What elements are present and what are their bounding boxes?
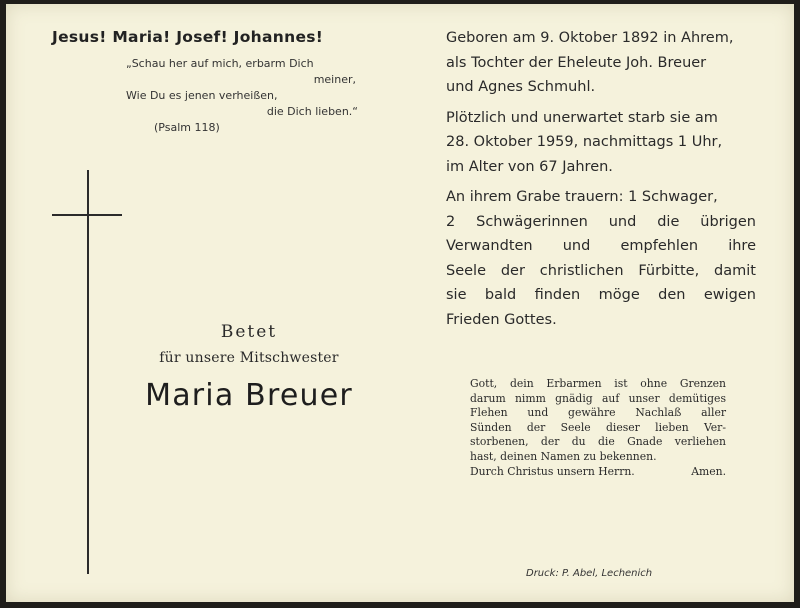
bio-paragraph — [446, 106, 756, 180]
deceased-name: Maria Breuer — [145, 378, 353, 413]
amen-text: Amen. — [691, 464, 726, 478]
psalm-line: meiner, — [313, 73, 356, 86]
bio-line: Plötzlich und unerwartet starb sie am — [446, 109, 718, 126]
prayer-line: storbenen, der du die Gnade verliehen — [470, 435, 726, 449]
prayer-line: Flehen und gewähre Nachlaß aller — [470, 406, 726, 420]
bio-line: An ihrem Grabe trauern: 1 Schwager, — [446, 189, 718, 205]
left-panel — [6, 4, 406, 602]
psalm-line: die Dich lieben.“ — [266, 105, 358, 118]
printer-credit: Druck: P. Abel, Lechenich — [526, 568, 653, 579]
dedication-label: für unsere Mitschwester — [159, 350, 339, 366]
bio-paragraph — [446, 26, 756, 100]
bio-line: Verwandten und empfehlen ihre — [446, 238, 756, 254]
bio-line: sie bald finden möge den ewigen — [446, 287, 756, 303]
right-panel — [406, 4, 794, 602]
prayer-line: darum nimm gnädig auf unser demütiges — [470, 391, 726, 405]
bio-line: 2 Schwägerinnen und die übrigen — [446, 213, 756, 230]
prayer-line: Sünden der Seele dieser lieben Ver- — [470, 420, 726, 434]
cross-icon-bar — [52, 214, 122, 216]
memorial-card — [6, 4, 794, 602]
closing-prayer — [470, 377, 726, 479]
psalm-line: Wie Du es jenen verheißen, — [126, 89, 278, 102]
bio-line: Geboren am 9. Oktober 1892 in Ahrem, — [446, 30, 734, 46]
bio-paragraph — [446, 185, 756, 332]
prayer-closing-text: Durch Christus unsern Herrn. — [470, 464, 635, 478]
invocation-heading: Jesus! Maria! Josef! Johannes! — [52, 28, 324, 46]
bio-line: Frieden Gottes. — [446, 311, 557, 328]
prayer-line: hast, deinen Namen zu bekennen. — [470, 449, 657, 463]
prayer-closing — [470, 465, 726, 480]
bio-line: im Alter von 67 Jahren. — [446, 158, 613, 175]
bio-line: und Agnes Schmuhl. — [446, 79, 596, 95]
psalm-quote — [126, 56, 358, 136]
betet-label: Betet — [220, 322, 278, 342]
bio-line: als Tochter der Eheleute Joh. Breuer — [446, 54, 707, 71]
cross-icon — [87, 170, 89, 574]
bio-line: 28. Oktober 1959, nachmittags 1 Uhr, — [446, 134, 723, 150]
psalm-reference: (Psalm 118) — [154, 121, 220, 134]
prayer-line: Gott, dein Erbarmen ist ohne Grenzen — [470, 377, 726, 390]
bio-line: Seele der christlichen Fürbitte, damit — [446, 262, 756, 279]
biography — [446, 26, 756, 338]
psalm-line: „Schau her auf mich, erbarm Dich — [126, 57, 314, 70]
prayer-request — [124, 322, 374, 413]
